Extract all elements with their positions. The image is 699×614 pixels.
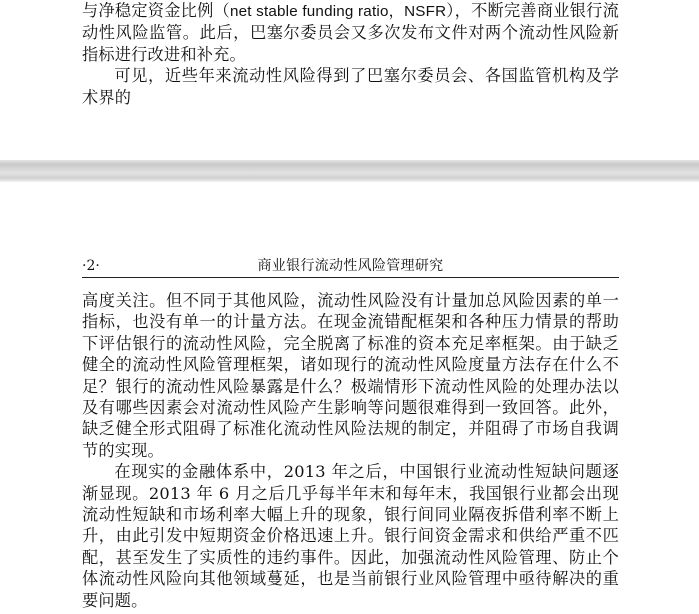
running-header — [82, 255, 619, 278]
previous-page-body — [82, 0, 619, 108]
paragraph-nsfr — [82, 0, 619, 65]
paragraph-attention: 可见，近些年来流动性风险得到了巴塞尔委员会、各国监管机构及学术界的 — [82, 66, 619, 107]
page-separator — [0, 160, 699, 182]
previous-page — [0, 0, 699, 160]
current-page-body — [82, 290, 619, 611]
text-line-2: 险监管。此后，巴塞尔委员会又多次发布文件对两个流动性风险新指标进行改进 — [82, 23, 619, 64]
paragraph-liquidity-risk: 高度关注。但不同于其他风险，流动性风险没有计量加总风险因素的单一指标，也没有单一的计量方法。在现金流错配框架和各种压力情景的帮助下评估银行的流动性风险，完全脱离了标准的资本充足率框架。由于缺乏健全的流动性风险管理框架，诸如现行的流动性风险度量方法存在什么不足？银行的流动性风险暴露是什么？极端情形下流动性风险的处理办法以及有哪些因素会对流动性风险产生影响等问题很难得到一致回答。此外，缺乏健全形式阻碍了标准化流动性风险法规的制定，并阻碍了市场自我调节的实现。 — [82, 291, 619, 460]
page-number: ·2· — [82, 258, 100, 274]
paragraph-real-financial-system: 在现实的金融体系中，2013 年之后，中国银行业流动性短缺问题逐渐显现。2013 年 6 月之后几乎每半年末和每年末，我国银行业都会出现流动性短缺和市场利率大幅上升的现象，银行间同业隔夜拆借利率不断上升，由此引发中短期资金价格迅速上升。银行间资金需求和供给严重不匹配，甚至发生了实质性的违约事件。因此，加强流动性风险管理、防止个体流动性风险向其他领域蔓延，也是当前银行业风险管理中亟待解决的重要问题。 — [82, 462, 619, 610]
text-line-3: 和补充。 — [180, 44, 246, 64]
text-fragment: ），不断完善商业银行流动性风 — [82, 1, 619, 43]
text-fragment: 与净稳定资金比例（ — [82, 1, 230, 20]
latin-term: net stable funding ratio，NSFR — [229, 3, 447, 20]
running-title: 商业银行流动性风险管理研究 — [257, 258, 444, 274]
